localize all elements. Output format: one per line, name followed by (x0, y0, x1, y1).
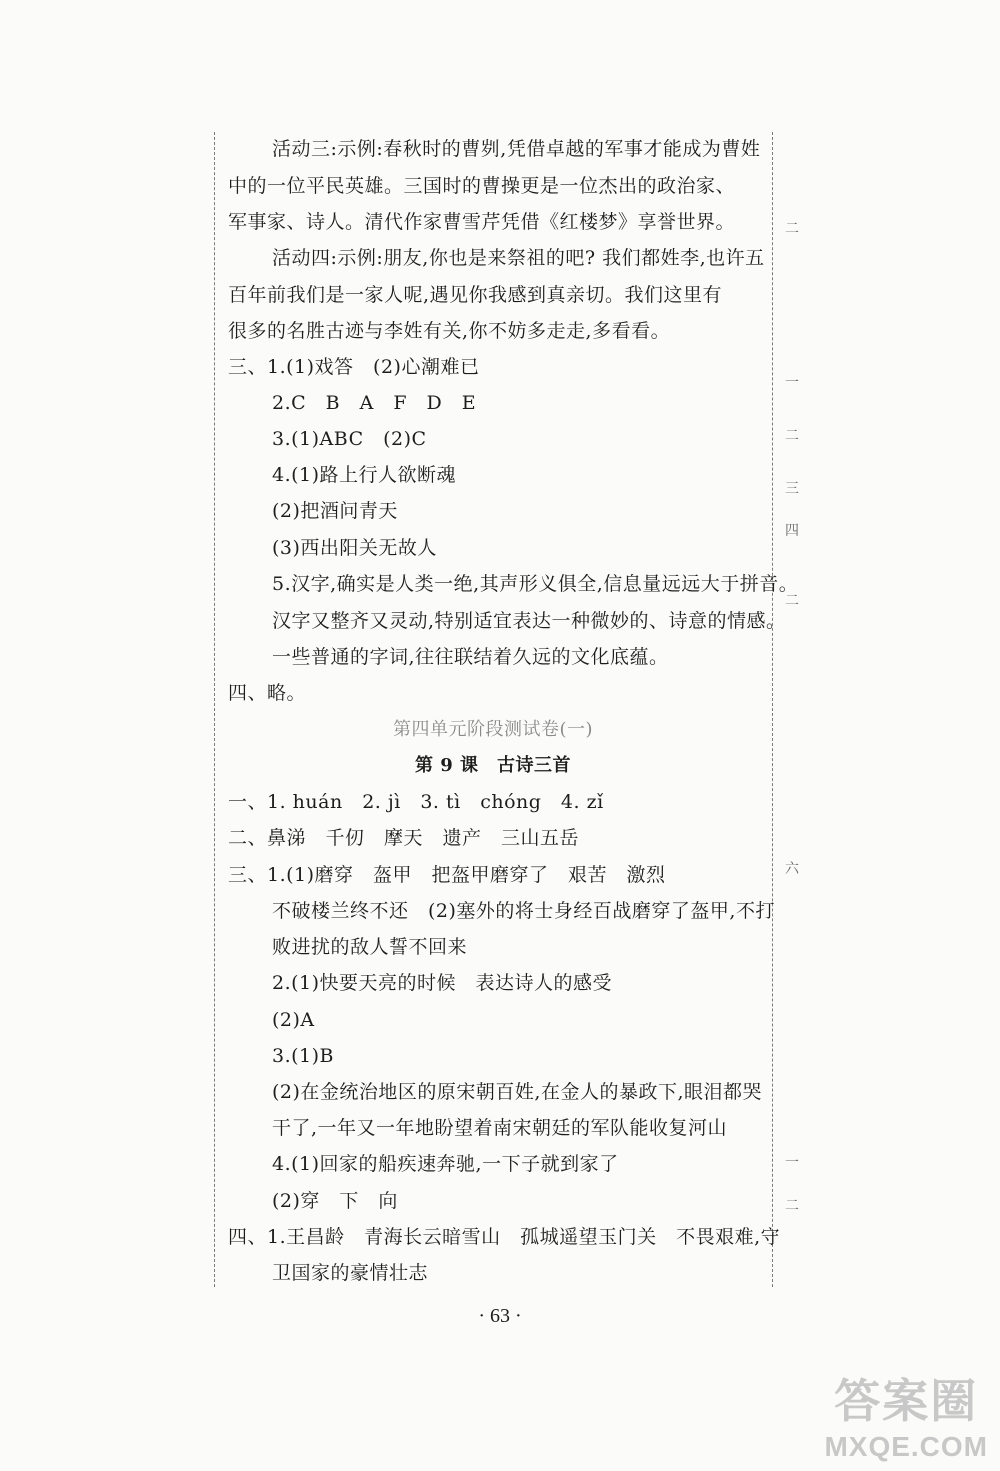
answer-line: 三、1.(1)戏答 (2)心潮难已 (228, 356, 480, 378)
answer-line: (2)穿 下 向 (272, 1190, 398, 1212)
page-number: · 63 · (478, 1305, 522, 1327)
edge-mark: 三 (785, 481, 799, 497)
answer-line: 2.(1)快要天亮的时候 表达诗人的感受 (272, 972, 613, 994)
answer-line: 三、1.(1)磨穿 盔甲 把盔甲磨穿了 艰苦 激烈 (228, 864, 666, 886)
edge-mark: 六 (785, 861, 799, 877)
edge-mark: 二 (785, 428, 799, 444)
answer-line: 百年前我们是一家人呢,遇见你我感到真亲切。我们这里有 (228, 284, 723, 306)
edge-mark: 二 (785, 593, 799, 609)
answer-line: 一、1. huán 2. jì 3. tì chóng 4. zǐ (228, 791, 604, 813)
answer-line: 败进扰的敌人誓不回来 (272, 936, 468, 958)
answer-line: 活动四:示例:朋友,你也是来祭祖的吧? 我们都姓李,也许五 (272, 247, 765, 269)
left-dashed-rule (214, 132, 215, 1287)
answer-line: 2.C B A F D E (272, 392, 477, 414)
answer-line: 很多的名胜古迹与李姓有关,你不妨多走走,多看看。 (228, 320, 671, 342)
answer-line: 活动三:示例:春秋时的曹刿,凭借卓越的军事才能成为曹姓 (272, 138, 761, 160)
edge-mark: 一 (785, 375, 799, 391)
section-subheading: 第四单元阶段测试卷(一) (392, 719, 594, 740)
watermark-logo: 答案圈 (834, 1375, 979, 1427)
answer-line: 中的一位平民英雄。三国时的曹操更是一位杰出的政治家、 (228, 175, 736, 197)
answer-line: 3.(1)B (272, 1045, 335, 1067)
answer-line: 一些普通的字词,往往联结着久远的文化底蕴。 (272, 646, 669, 668)
answer-line: (2)在金统治地区的原宋朝百姓,在金人的暴政下,眼泪都哭 (272, 1081, 762, 1103)
watermark (824, 1365, 988, 1463)
edge-mark: 四 (785, 523, 799, 539)
answer-line: 不破楼兰终不还 (2)塞外的将士身经百战磨穿了盔甲,不打 (272, 900, 775, 922)
lesson-heading: 第 9 课 古诗三首 (414, 755, 572, 776)
answer-line: 四、1.王昌龄 青海长云暗雪山 孤城遥望玉门关 不畏艰难,守 (228, 1226, 781, 1248)
answer-line: 军事家、诗人。清代作家曹雪芹凭借《红楼梦》享誉世界。 (228, 211, 736, 233)
answer-line: 5.汉字,确实是人类一绝,其声形义俱全,信息量远远大于拼音。 (272, 573, 799, 595)
answer-line: 汉字又整齐又灵动,特别适宜表达一种微妙的、诗意的情感。 (272, 610, 786, 632)
edge-mark: 一 (785, 1155, 799, 1171)
answer-line: (3)西出阳关无故人 (272, 537, 437, 559)
edge-mark: 二 (785, 1198, 799, 1214)
answer-line: 3.(1)ABC (2)C (272, 428, 427, 450)
answer-line: 二、鼻涕 千仞 摩天 遗产 三山五岳 (228, 827, 580, 849)
answer-line: 4.(1)路上行人欲断魂 (272, 464, 457, 486)
answer-line: 4.(1)回家的船疾速奔驰,一下子就到家了 (272, 1153, 619, 1175)
answer-line: (2)A (272, 1009, 315, 1031)
answer-line: 干了,一年又一年地盼望着南宋朝廷的军队能收复河山 (272, 1117, 728, 1139)
answer-line: (2)把酒问青天 (272, 500, 398, 522)
right-dashed-rule (772, 132, 773, 1287)
edge-mark: 二 (785, 221, 799, 237)
answer-line: 四、略。 (228, 682, 307, 704)
watermark-url: MXQE.COM (824, 1431, 988, 1462)
answer-line: 卫国家的豪情壮志 (272, 1262, 429, 1284)
